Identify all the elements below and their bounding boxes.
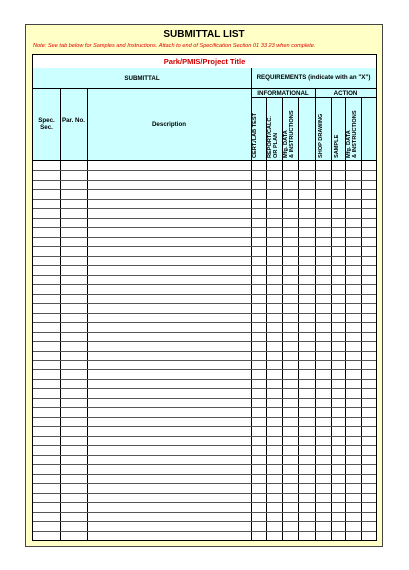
table-row-line: [33, 284, 376, 285]
table-row-line: [33, 360, 376, 361]
spec-column-divider: [60, 89, 61, 540]
submittal-header: SUBMITTAL: [124, 75, 160, 82]
project-title[interactable]: Park/PMIS/Project Title: [33, 55, 376, 69]
table-row-line: [33, 237, 376, 238]
spec-sec-header: Spec. Sec.: [38, 117, 55, 131]
requirements-divider: [251, 68, 252, 540]
action-header: ACTION: [333, 90, 358, 97]
mfg-data-action-header: Mfg. DATA & INSTRUCTIONS: [346, 110, 358, 158]
table-row-line: [33, 436, 376, 437]
table-row-line: [33, 322, 376, 323]
info-action-divider: [315, 89, 316, 540]
page-title: SUBMITTAL LIST: [163, 29, 245, 40]
table-row-line: [33, 246, 376, 247]
table-row-line: [33, 313, 376, 314]
table-row-line: [33, 227, 376, 228]
mfg-data-info-header: Mfg. DATA & INSTRUCTIONS: [283, 110, 295, 158]
table-row-line: [33, 341, 376, 342]
table-row-line: [33, 369, 376, 370]
table-row-line: [33, 170, 376, 171]
table-row-line: [33, 332, 376, 333]
table-row-line: [33, 303, 376, 304]
header-divider: [33, 88, 376, 89]
cert-lab-test-header: CERT./LAB TEST: [252, 112, 258, 158]
table-row-line: [33, 521, 376, 522]
description-header: Description: [151, 121, 187, 128]
table-row-line: [33, 464, 376, 465]
table-row-line: [33, 417, 376, 418]
par-no-header: Par. No.: [61, 117, 86, 124]
table-row-line: [33, 351, 376, 352]
table-row-line: [33, 426, 376, 427]
table-row-line: [33, 445, 376, 446]
instruction-note: Note: See tab below for Samples and Instructions. Attach to end of Specification Section 01 33 23 when complete.: [33, 43, 316, 49]
table-row-line: [33, 218, 376, 219]
table-row-line: [33, 493, 376, 494]
table-row-line: [33, 379, 376, 380]
submittal-form: [32, 54, 377, 541]
informational-header: INFORMATIONAL: [257, 90, 309, 97]
table-row-line: [33, 294, 376, 295]
shop-drawing-header: SHOP DRAWING: [318, 113, 324, 158]
table-row-line: [33, 199, 376, 200]
table-row-line: [33, 502, 376, 503]
table-row-line: [33, 455, 376, 456]
sample-header: SAMPLE: [334, 134, 340, 158]
table-row-line: [33, 398, 376, 399]
par-column-divider: [87, 89, 88, 540]
table-row-line: [33, 256, 376, 257]
table-row-line: [33, 189, 376, 190]
table-row-line: [33, 275, 376, 276]
table-row-line: [33, 407, 376, 408]
table-row-line: [33, 208, 376, 209]
table-row-line: [33, 512, 376, 513]
table-row-line: [33, 483, 376, 484]
requirements-header: REQUIREMENTS (indicate with an "X"): [256, 74, 371, 81]
table-row-line: [33, 388, 376, 389]
table-row-line: [33, 265, 376, 266]
table-row-line: [33, 531, 376, 532]
submittal-sheet: [25, 24, 383, 547]
header-bottom-line: [33, 160, 376, 161]
table-row-line: [33, 180, 376, 181]
report-calc-header: REPORT/CALC. OR PLAN: [267, 116, 279, 158]
table-row-line: [33, 474, 376, 475]
